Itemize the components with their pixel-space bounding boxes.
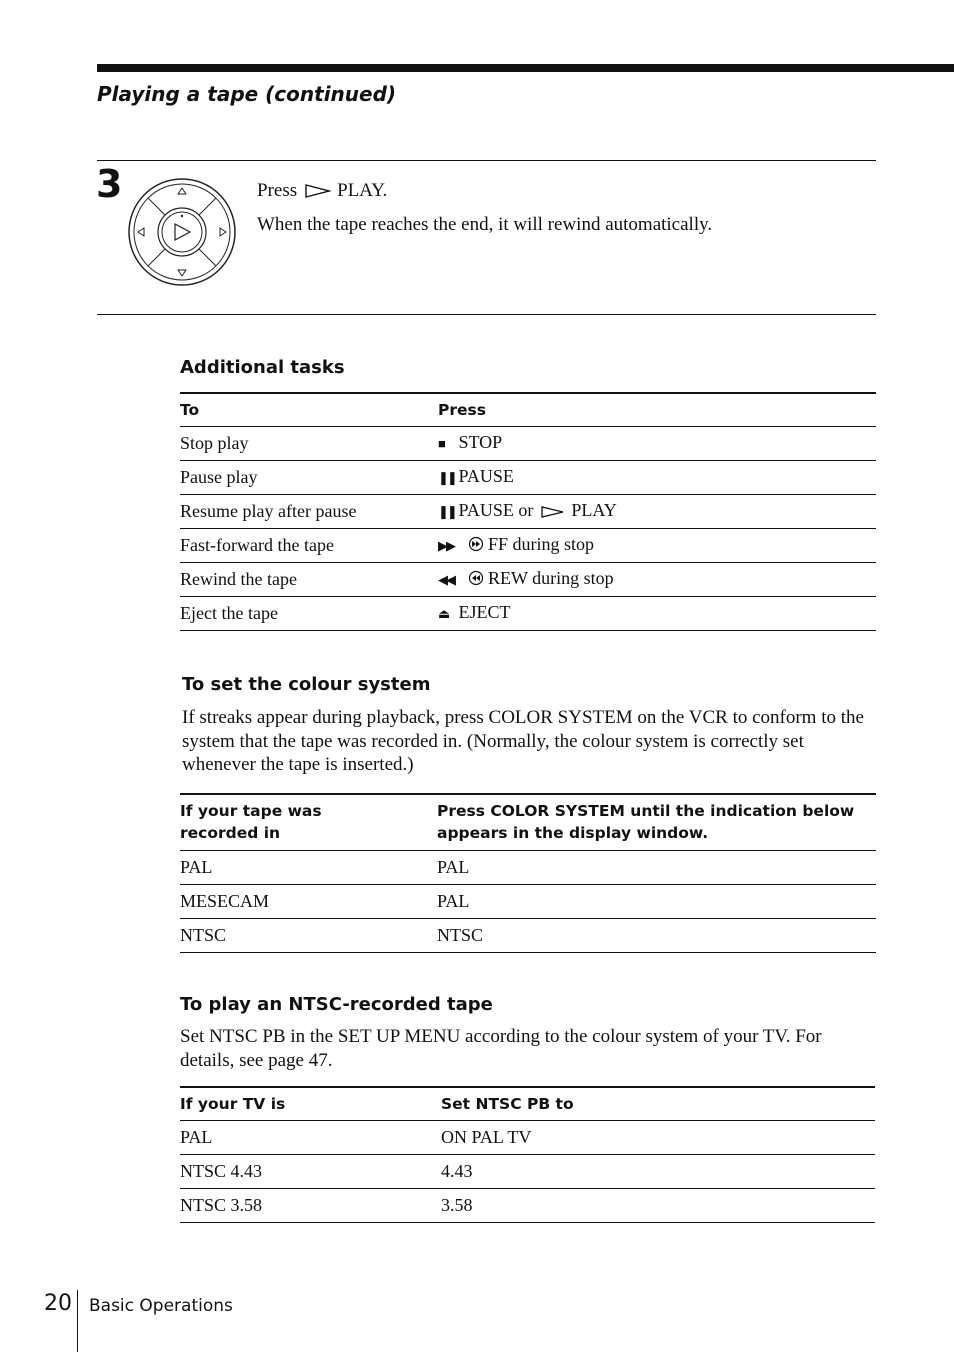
- ntsc-table: [180, 1086, 875, 1223]
- pause-icon: ❚❚: [438, 470, 456, 485]
- setting-cell: 4.43: [441, 1154, 875, 1188]
- step-note: When the tape reaches the end, it will rewind automatically.: [257, 214, 713, 235]
- table-row: [180, 426, 876, 460]
- additional-tasks-heading: Additional tasks: [180, 357, 345, 378]
- table-row: [180, 460, 876, 494]
- table-row: [180, 850, 876, 884]
- footer-section-label: Basic Operations: [89, 1296, 233, 1316]
- press-cell: ❚❚ PAUSE: [438, 460, 876, 494]
- step-number: 3: [96, 162, 123, 206]
- stop-icon: ■: [438, 436, 444, 451]
- step-instruction: [257, 178, 387, 204]
- task-cell: Eject the tape: [180, 596, 438, 630]
- indication-cell: NTSC: [437, 918, 876, 952]
- press-cell: ❚❚ PAUSE or PLAY: [438, 494, 876, 528]
- additional-tasks-table: [180, 392, 876, 631]
- setting-cell: 3.58: [441, 1188, 875, 1222]
- page-title: Playing a tape (continued): [97, 82, 397, 106]
- step-divider-top: [97, 160, 876, 161]
- column-header-indication: Press COLOR SYSTEM until the indication below appears in the display window.: [437, 802, 855, 843]
- tv-cell: NTSC 3.58: [180, 1188, 441, 1222]
- play-icon: [305, 183, 331, 199]
- task-cell: Pause play: [180, 460, 438, 494]
- fast-forward-icon: ▶▶: [438, 538, 454, 553]
- pause-icon: ❚❚: [438, 504, 456, 519]
- play-icon: [541, 505, 565, 519]
- table-header-row: [180, 393, 876, 426]
- rewind-icon: ◀◀: [438, 572, 454, 587]
- table-row: [180, 884, 876, 918]
- column-header-recorded: If your tape was recorded in: [180, 802, 322, 843]
- column-header-tv: If your TV is: [180, 1094, 286, 1113]
- step-play-label: PLAY.: [337, 180, 388, 201]
- rew-button-icon: [468, 570, 484, 586]
- table-header-row: [180, 1087, 875, 1120]
- task-cell: Fast-forward the tape: [180, 528, 438, 562]
- indication-cell: PAL: [437, 884, 876, 918]
- table-row: [180, 1154, 875, 1188]
- column-header-press: Press: [438, 400, 486, 419]
- task-cell: Rewind the tape: [180, 562, 438, 596]
- table-row: [180, 1120, 875, 1154]
- page-number: 20: [44, 1291, 72, 1316]
- table-row: [180, 1188, 875, 1222]
- table-row: [180, 528, 876, 562]
- table-row: [180, 596, 876, 630]
- column-header-setting: Set NTSC PB to: [441, 1094, 574, 1113]
- ntsc-heading: To play an NTSC-recorded tape: [180, 994, 493, 1015]
- ntsc-paragraph: Set NTSC PB in the SET UP MENU according to the colour system of your TV. For details, see page 47.: [180, 1026, 822, 1071]
- recorded-cell: PAL: [180, 850, 437, 884]
- column-header-to: To: [180, 400, 200, 419]
- colour-system-heading: To set the colour system: [182, 674, 431, 695]
- press-cell: ▶▶ FF during stop: [438, 528, 876, 562]
- table-header-row: [180, 794, 876, 850]
- task-cell: Resume play after pause: [180, 494, 438, 528]
- tv-cell: PAL: [180, 1120, 441, 1154]
- indication-cell: PAL: [437, 850, 876, 884]
- table-row: [180, 494, 876, 528]
- press-cell: ⏏ EJECT: [438, 596, 876, 630]
- press-cell: ■ STOP: [438, 426, 876, 460]
- step-press-label: Press: [257, 180, 298, 201]
- colour-system-table: [180, 793, 876, 953]
- step-divider-bottom: [97, 314, 876, 315]
- tv-cell: NTSC 4.43: [180, 1154, 441, 1188]
- setting-cell: ON PAL TV: [441, 1120, 875, 1154]
- table-row: [180, 918, 876, 952]
- top-rule: [97, 64, 954, 72]
- remote-play-button-icon: [126, 176, 238, 288]
- footer-divider: [77, 1290, 78, 1352]
- recorded-cell: NTSC: [180, 918, 437, 952]
- task-cell: Stop play: [180, 426, 438, 460]
- press-cell: ◀◀ REW during stop: [438, 562, 876, 596]
- table-row: [180, 562, 876, 596]
- colour-system-paragraph: If streaks appear during playback, press COLOR SYSTEM on the VCR to conform to the system that the tape was recorded in. (Normally, the colour system is correctly set whenever the tape is inserted.): [182, 707, 864, 775]
- ff-button-icon: [468, 536, 484, 552]
- eject-icon: ⏏: [438, 606, 449, 621]
- recorded-cell: MESECAM: [180, 884, 437, 918]
